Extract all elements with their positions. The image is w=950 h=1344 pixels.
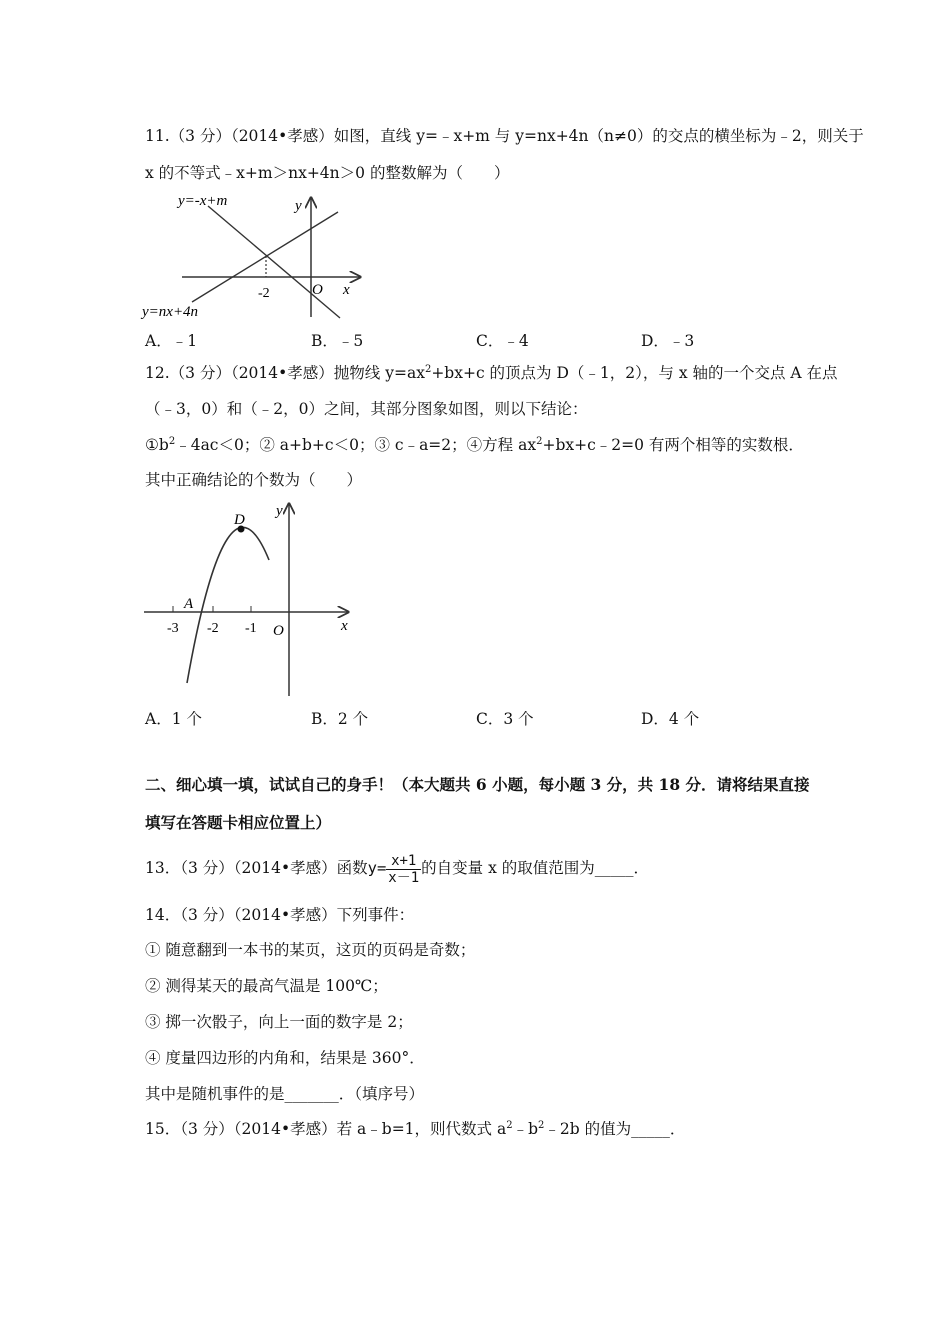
q11-x-label: x [343, 282, 350, 298]
q15-sup1: 2 [506, 1119, 513, 1131]
q14-prompt: 其中是随机事件的是_______．（填序号） [145, 1085, 425, 1103]
q12-tick-label-minus3: -3 [167, 621, 179, 636]
q12-y-label: y [276, 503, 283, 519]
q11-option-a[interactable]: A．﹣1 [145, 332, 198, 350]
q13-prefix: 13．（3 分）（2014•孝感）函数 [145, 859, 368, 877]
q11-y-label: y [295, 198, 302, 214]
q13-suffix: 的自变量 x 的取值范围为_____． [421, 859, 649, 877]
q11-origin-label: O [312, 282, 323, 298]
q12-line1-sup: 2 [424, 363, 432, 375]
q11-label-line2: y=nx+4n [142, 304, 199, 320]
q11-option-b[interactable]: B．﹣5 [311, 332, 364, 350]
q11-label-line1: y=-x+m [178, 193, 228, 209]
q12-line1-part-a: 12.（3 分）（2014•孝感）抛物线 y=ax [145, 364, 425, 382]
q12-line3-part-b: ﹣4ac＜0；② a+b+c＜0；③ c﹣a=2；④方程 ax [175, 436, 537, 454]
q12-tick-label-minus2: -2 [207, 621, 219, 636]
q12-figure [140, 498, 360, 703]
q13-numerator: x+1 [386, 853, 421, 870]
q11-option-d[interactable]: D．﹣3 [641, 332, 695, 350]
q12-stem-line4: 其中正确结论的个数为（ ） [145, 471, 363, 489]
q11-option-c[interactable]: C．﹣4 [476, 332, 529, 350]
q13-stem [145, 848, 825, 888]
q12-line3-part-c: +bx+c﹣2=0 有两个相等的实数根． [542, 436, 804, 454]
q12-option-d[interactable]: D．4 个 [641, 710, 700, 728]
q12-tick-label-minus1: -1 [245, 621, 257, 636]
q12-line3-sup2: 2 [536, 435, 543, 447]
q12-option-c[interactable]: C．3 个 [476, 710, 534, 728]
q13-fraction [386, 853, 421, 886]
q12-origin-label: O [273, 623, 284, 639]
q12-stem-line3 [145, 434, 825, 456]
q11-tick-label: -2 [258, 286, 270, 301]
q12-root-label: A [184, 596, 194, 612]
q12-vertex-label: D [234, 512, 245, 528]
q12-options [145, 707, 825, 729]
q12-stem-line2: （﹣3，0）和（﹣2，0）之间，其部分图象如图，则以下结论： [145, 400, 588, 418]
q11-stem-line1: 11.（3 分）（2014•孝感）如图，直线 y=﹣x+m 与 y=nx+4n（n≠0）的交点的横坐标为﹣2，则关于 [145, 127, 864, 145]
q11-stem-line2: x 的不等式﹣x+m＞nx+4n＞0 的整数解为（ ） [145, 164, 510, 182]
q13-denominator: x－1 [388, 869, 420, 886]
q14-item-3: ③ 掷一次骰子，向上一面的数字是 2； [145, 1013, 413, 1031]
q12-line3-part-a: ①b [145, 436, 169, 454]
q15-sup2: 2 [538, 1119, 545, 1131]
q14-item-4: ④ 度量四边形的内角和，结果是 360°． [145, 1049, 425, 1067]
q14-stem: 14．（3 分）（2014•孝感）下列事件： [145, 906, 415, 924]
q11-figure [140, 190, 380, 325]
q15-part-b: ﹣b [512, 1120, 539, 1138]
q12-stem-line1 [145, 362, 838, 384]
q11-options [145, 329, 825, 351]
q14-item-1: ① 随意翻到一本书的某页，这页的页码是奇数； [145, 941, 476, 959]
q12-line3-sup1: 2 [168, 435, 176, 447]
q13-y-eq: y= [367, 859, 387, 877]
section2-heading-line1: 二、细心填一填，试试自己的身手！（本大题共 6 小题，每小题 3 分，共 18 分．请将结果直接 [145, 775, 810, 794]
q15-part-c: ﹣2b 的值为_____． [544, 1120, 686, 1138]
q12-option-a[interactable]: A．1 个 [145, 710, 202, 728]
q12-line1-part-b: +bx+c 的顶点为 D（﹣1，2），与 x 轴的一个交点 A 在点 [431, 364, 838, 382]
q12-parabola [187, 527, 269, 683]
q14-item-2: ② 测得某天的最高气温是 100℃； [145, 977, 388, 995]
q12-option-b[interactable]: B．2 个 [311, 710, 369, 728]
q15-stem [145, 1118, 825, 1140]
q12-x-label: x [341, 618, 348, 634]
q15-part-a: 15．（3 分）（2014•孝感）若 a﹣b=1，则代数式 a [145, 1120, 507, 1138]
section2-heading-line2: 填写在答题卡相应位置上） [145, 813, 332, 832]
